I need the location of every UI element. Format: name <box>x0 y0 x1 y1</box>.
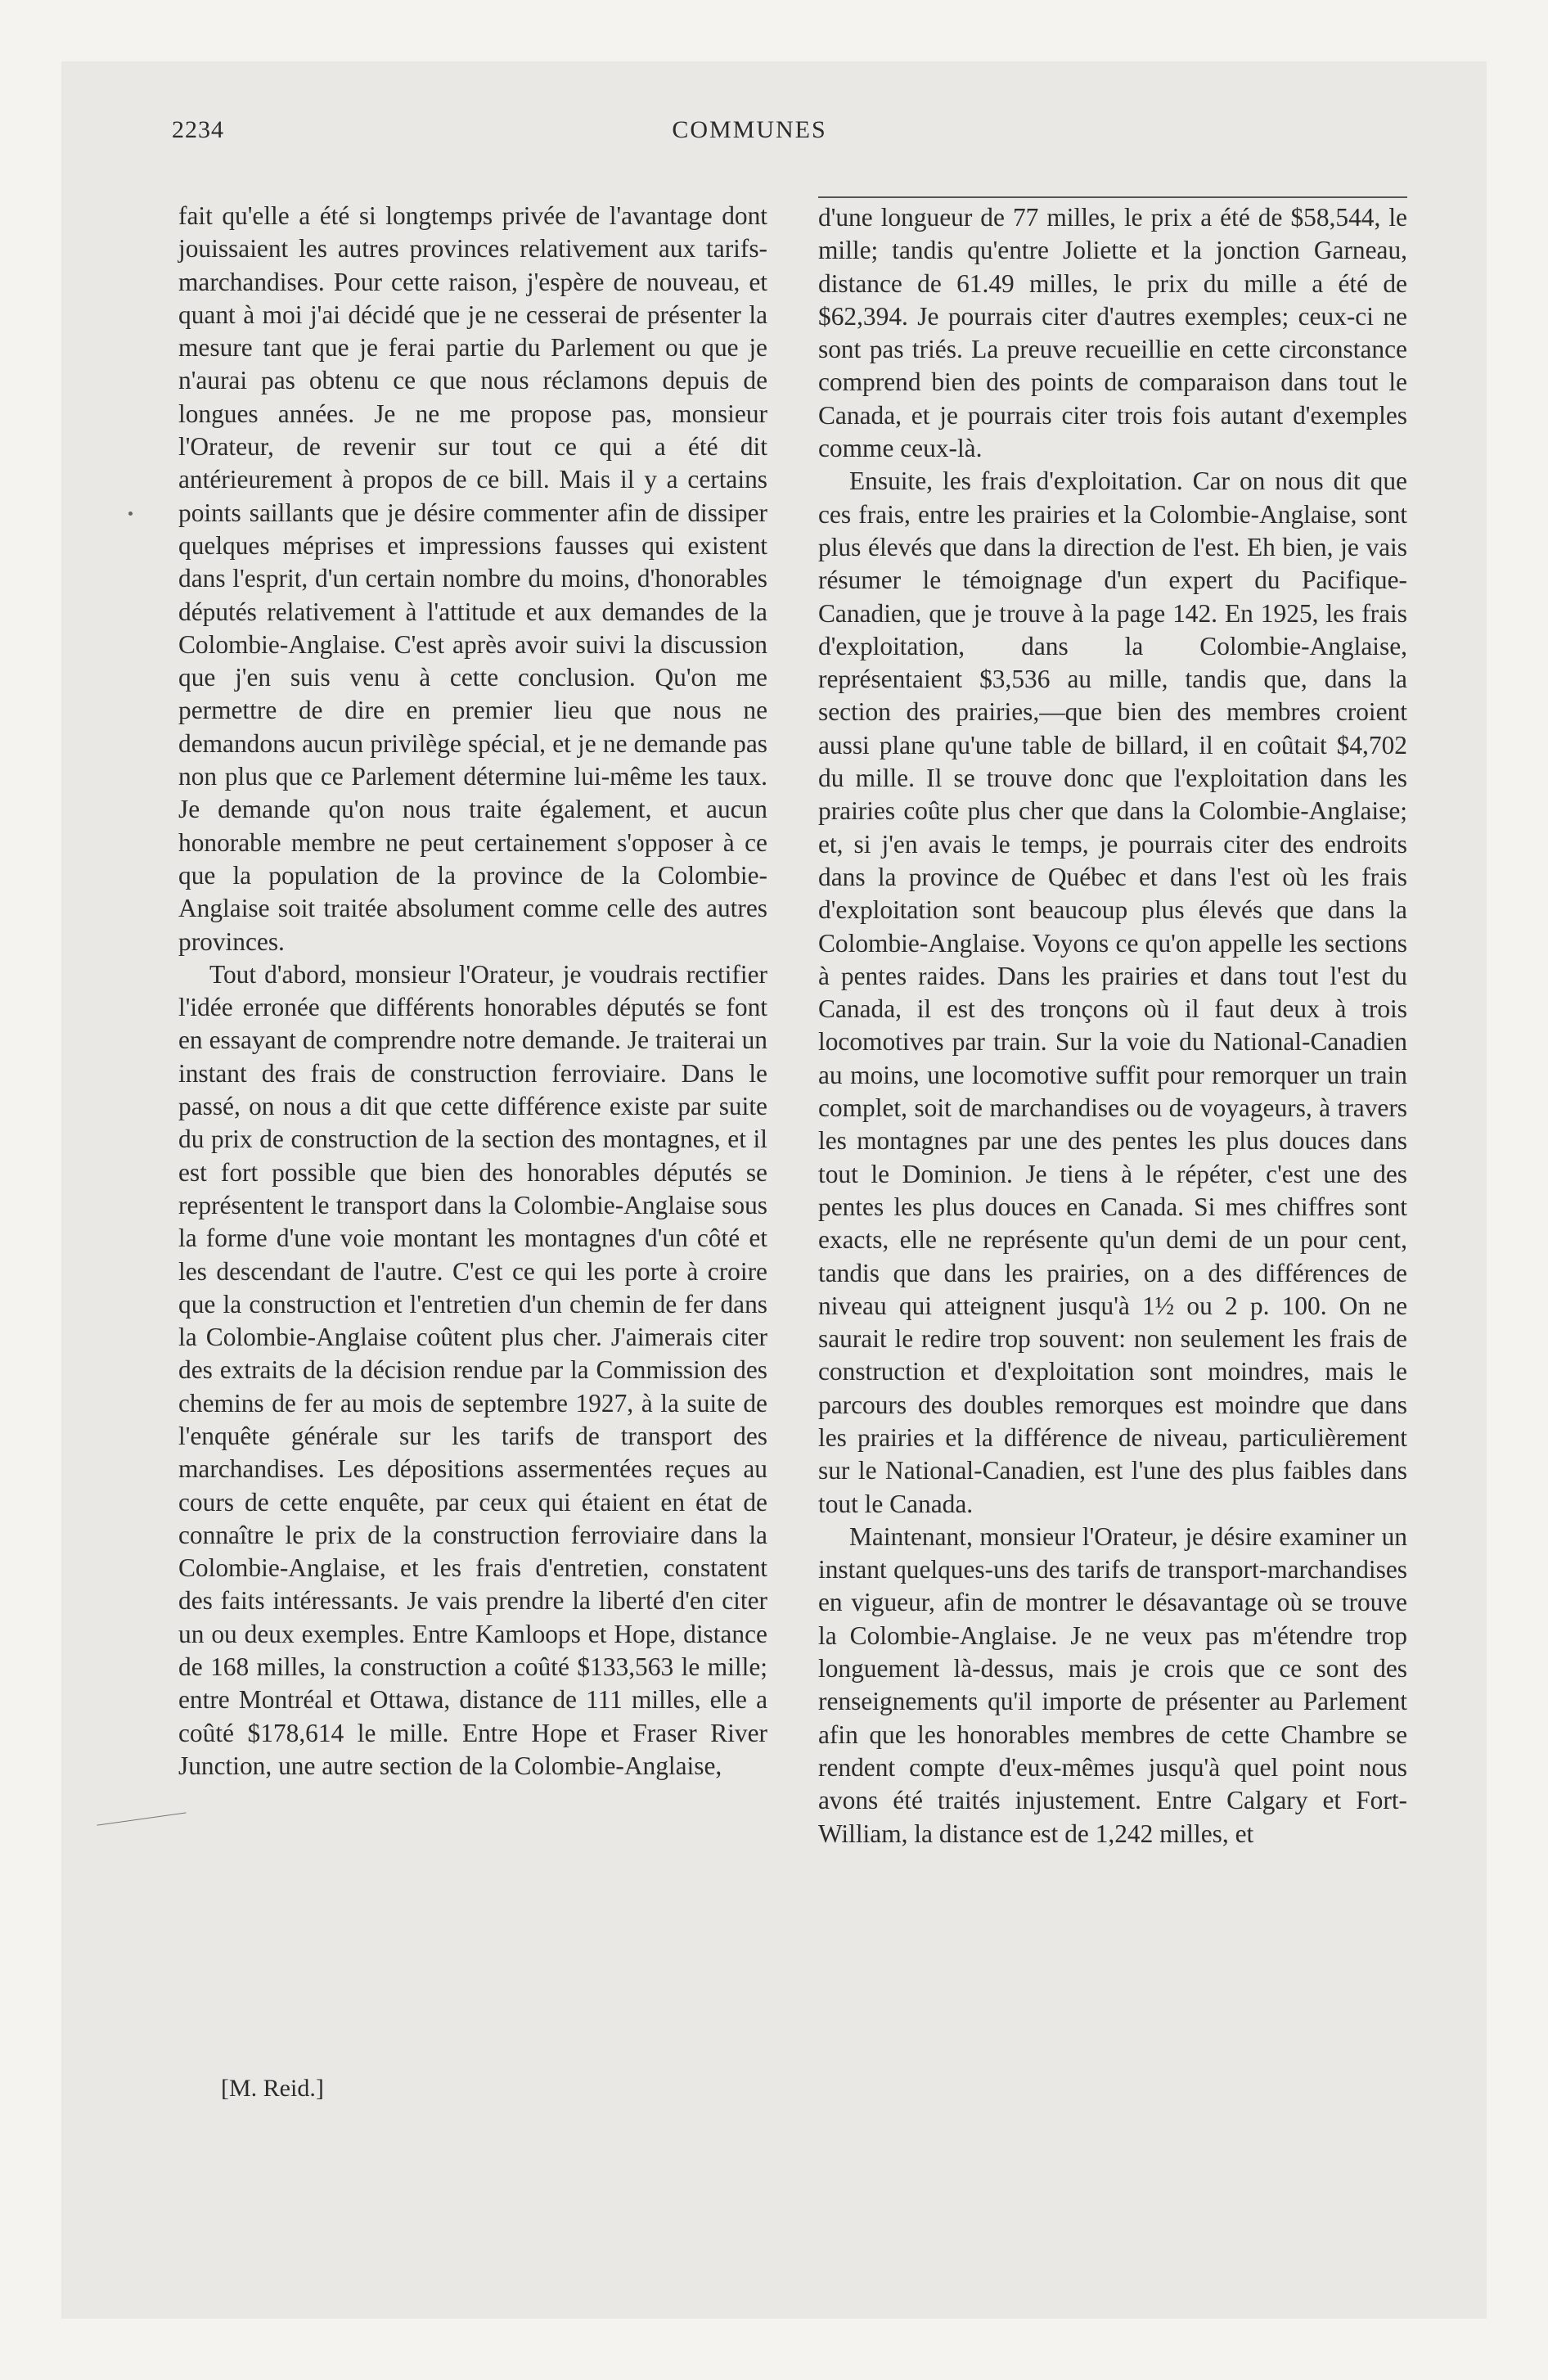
running-head: COMMUNES <box>672 116 827 143</box>
paragraph: Ensuite, les frais d'exploitation. Car on nous dit que ces frais, entre les prairies et la Colombie-Anglaise, sont plus élevés que dans la direction de l'est. Eh bien, je vais résumer le témoignage d'un expert du Pacifique-Canadien, que je trouve à la page 142. En 1925, les frais d'exploitation, dans la Colombie-Anglaise, représentaient $3,536 au mille, tandis que, dans la section des prairies,—que bien des membres croient aussi plane qu'une table de billard, il en coûtait $4,702 du mille. Il se trouve donc que l'exploitation dans les prairies coûte plus cher que dans la Colombie-Anglaise; et, si j'en avais le temps, je pourrais citer des endroits dans la province de Québec et dans l'est où les frais d'exploitation sont beaucoup plus élevés que dans la Colombie-Anglaise. Voyons ce qu'on appelle les sections à pentes raides. Dans les prairies et dans tout l'est du Canada, il est des tronçons où il faut deux à trois locomotives par train. Sur la voie du National-Canadien au moins, une locomotive suffit pour remorquer un train complet, soit de marchandises ou de voyageurs, à travers les montagnes par une des pentes les plus douces dans tout le Dominion. Je tiens à le répéter, c'est une des pentes les plus douces en Canada. Si mes chiffres sont exacts, elle ne représente qu'un demi de un pour cent, tandis que dans les prairies, on a des différences de niveau qui atteignent jusqu'à 1½ ou 2 p. 100. On ne saurait le redire trop souvent: non seulement les frais de construction et d'exploitation sont moindres, mais le parcours des doubles remorques est moindre que dans les prairies et la différence de niveau, particulièrement sur le National-Canadien, est l'une des plus faibles dans tout le Canada. <box>818 467 1407 1518</box>
page-number: 2234 <box>172 116 224 143</box>
right-column <box>818 196 1407 1850</box>
paragraph: Maintenant, monsieur l'Orateur, je désire examiner un instant quelques-uns des tarifs de transport-marchandises en vigueur, afin de montrer le désavantage où se trouve la Colombie-Anglaise. Je ne veux pas m'étendre trop longuement là-dessus, mais je crois que ce sont des renseignements qu'il importe de présenter au Parlement afin que les honorables membres de cette Chambre se rendent compte d'eux-mêmes jusqu'à quel point nous avons été traités injustement. Entre Calgary et Fort-William, la distance est de 1,242 milles, et <box>818 1521 1407 1848</box>
left-column <box>178 200 767 1783</box>
paragraph: Tout d'abord, monsieur l'Orateur, je voudrais rectifier l'idée erronée que différents honorables députés se font en essayant de comprendre notre demande. Je traiterai un instant des frais de construction ferroviaire. Dans le passé, on nous a dit que cette différence existe par suite du prix de construction de la section des montagnes, et il est fort possible que bien des honorables députés se représentent le transport dans la Colombie-Anglaise sous la forme d'une voie montant les montagnes d'un côté et les descendant de l'autre. C'est ce qui les porte à croire que la construction et l'entretien d'un chemin de fer dans la Colombie-Anglaise coûtent plus cher. J'aimerais citer des extraits de la décision rendue par la Commission des chemins de fer au mois de septembre 1927, à la suite de l'enquête générale sur les tarifs de transport des marchandises. Les dépositions assermentées reçues au cours de cette enquête, par ceux qui étaient en état de connaître le prix de la construction ferroviaire dans la Colombie-Anglaise, et les frais d'entretien, constatent des faits intéressants. Je vais prendre la liberté d'en citer un ou deux exemples. Entre Kamloops et Hope, distance de 168 milles, la construction a coûté $133,563 le mille; entre Montréal et Ottawa, distance de 111 milles, elle a coûté $178,614 le mille. Entre Hope et Fraser River Junction, une autre section de la Colombie-Anglaise, <box>178 959 767 1780</box>
paragraph: fait qu'elle a été si longtemps privée de l'avantage dont jouissaient les autres provinces relativement aux tarifs-marchandises. Pour cette raison, j'espère de nouveau, et quant à moi j'ai décidé que je ne cesserai de présenter la mesure tant que je ferai partie du Parlement ou que je n'aurai pas obtenu ce que nous réclamons depuis de longues années. Je ne me propose pas, monsieur l'Orateur, de revenir sur tout ce qui a été dit antérieurement à propos de ce bill. Mais il y a certains points saillants que je désire commenter afin de dissiper quelques méprises et impressions fausses qui existent dans l'esprit, d'un certain nombre du moins, d'honorables députés relativement à l'attitude et aux demandes de la Colombie-Anglaise. C'est après avoir suivi la discussion que j'en suis venu à cette conclusion. Qu'on me permettre de dire en premier lieu que nous ne demandons aucun privilège spécial, et je ne demande pas non plus que ce Parlement détermine lui-même les taux. Je demande qu'on nous traite également, et aucun honorable membre ne peut certainement s'opposer à ce que la population de la province de la Colombie-Anglaise soit traitée absolument comme celle des autres provinces. <box>178 201 767 956</box>
margin-dot <box>128 512 133 516</box>
paragraph: d'une longueur de 77 milles, le prix a été de $58,544, le mille; tandis qu'entre Joliette et la jonction Garneau, distance de 61.49 milles, le prix du mille a été de $62,394. Je pourrais citer d'autres exemples; ceux-ci ne sont pas triés. La preuve recueillie en cette circonstance comprend bien des points de comparaison dans tout le Canada, et je pourrais citer trois fois autant d'exemples comme ceux-là. <box>818 203 1407 463</box>
speaker-note: [M. Reid.] <box>221 2075 324 2102</box>
page-header <box>172 116 1327 157</box>
